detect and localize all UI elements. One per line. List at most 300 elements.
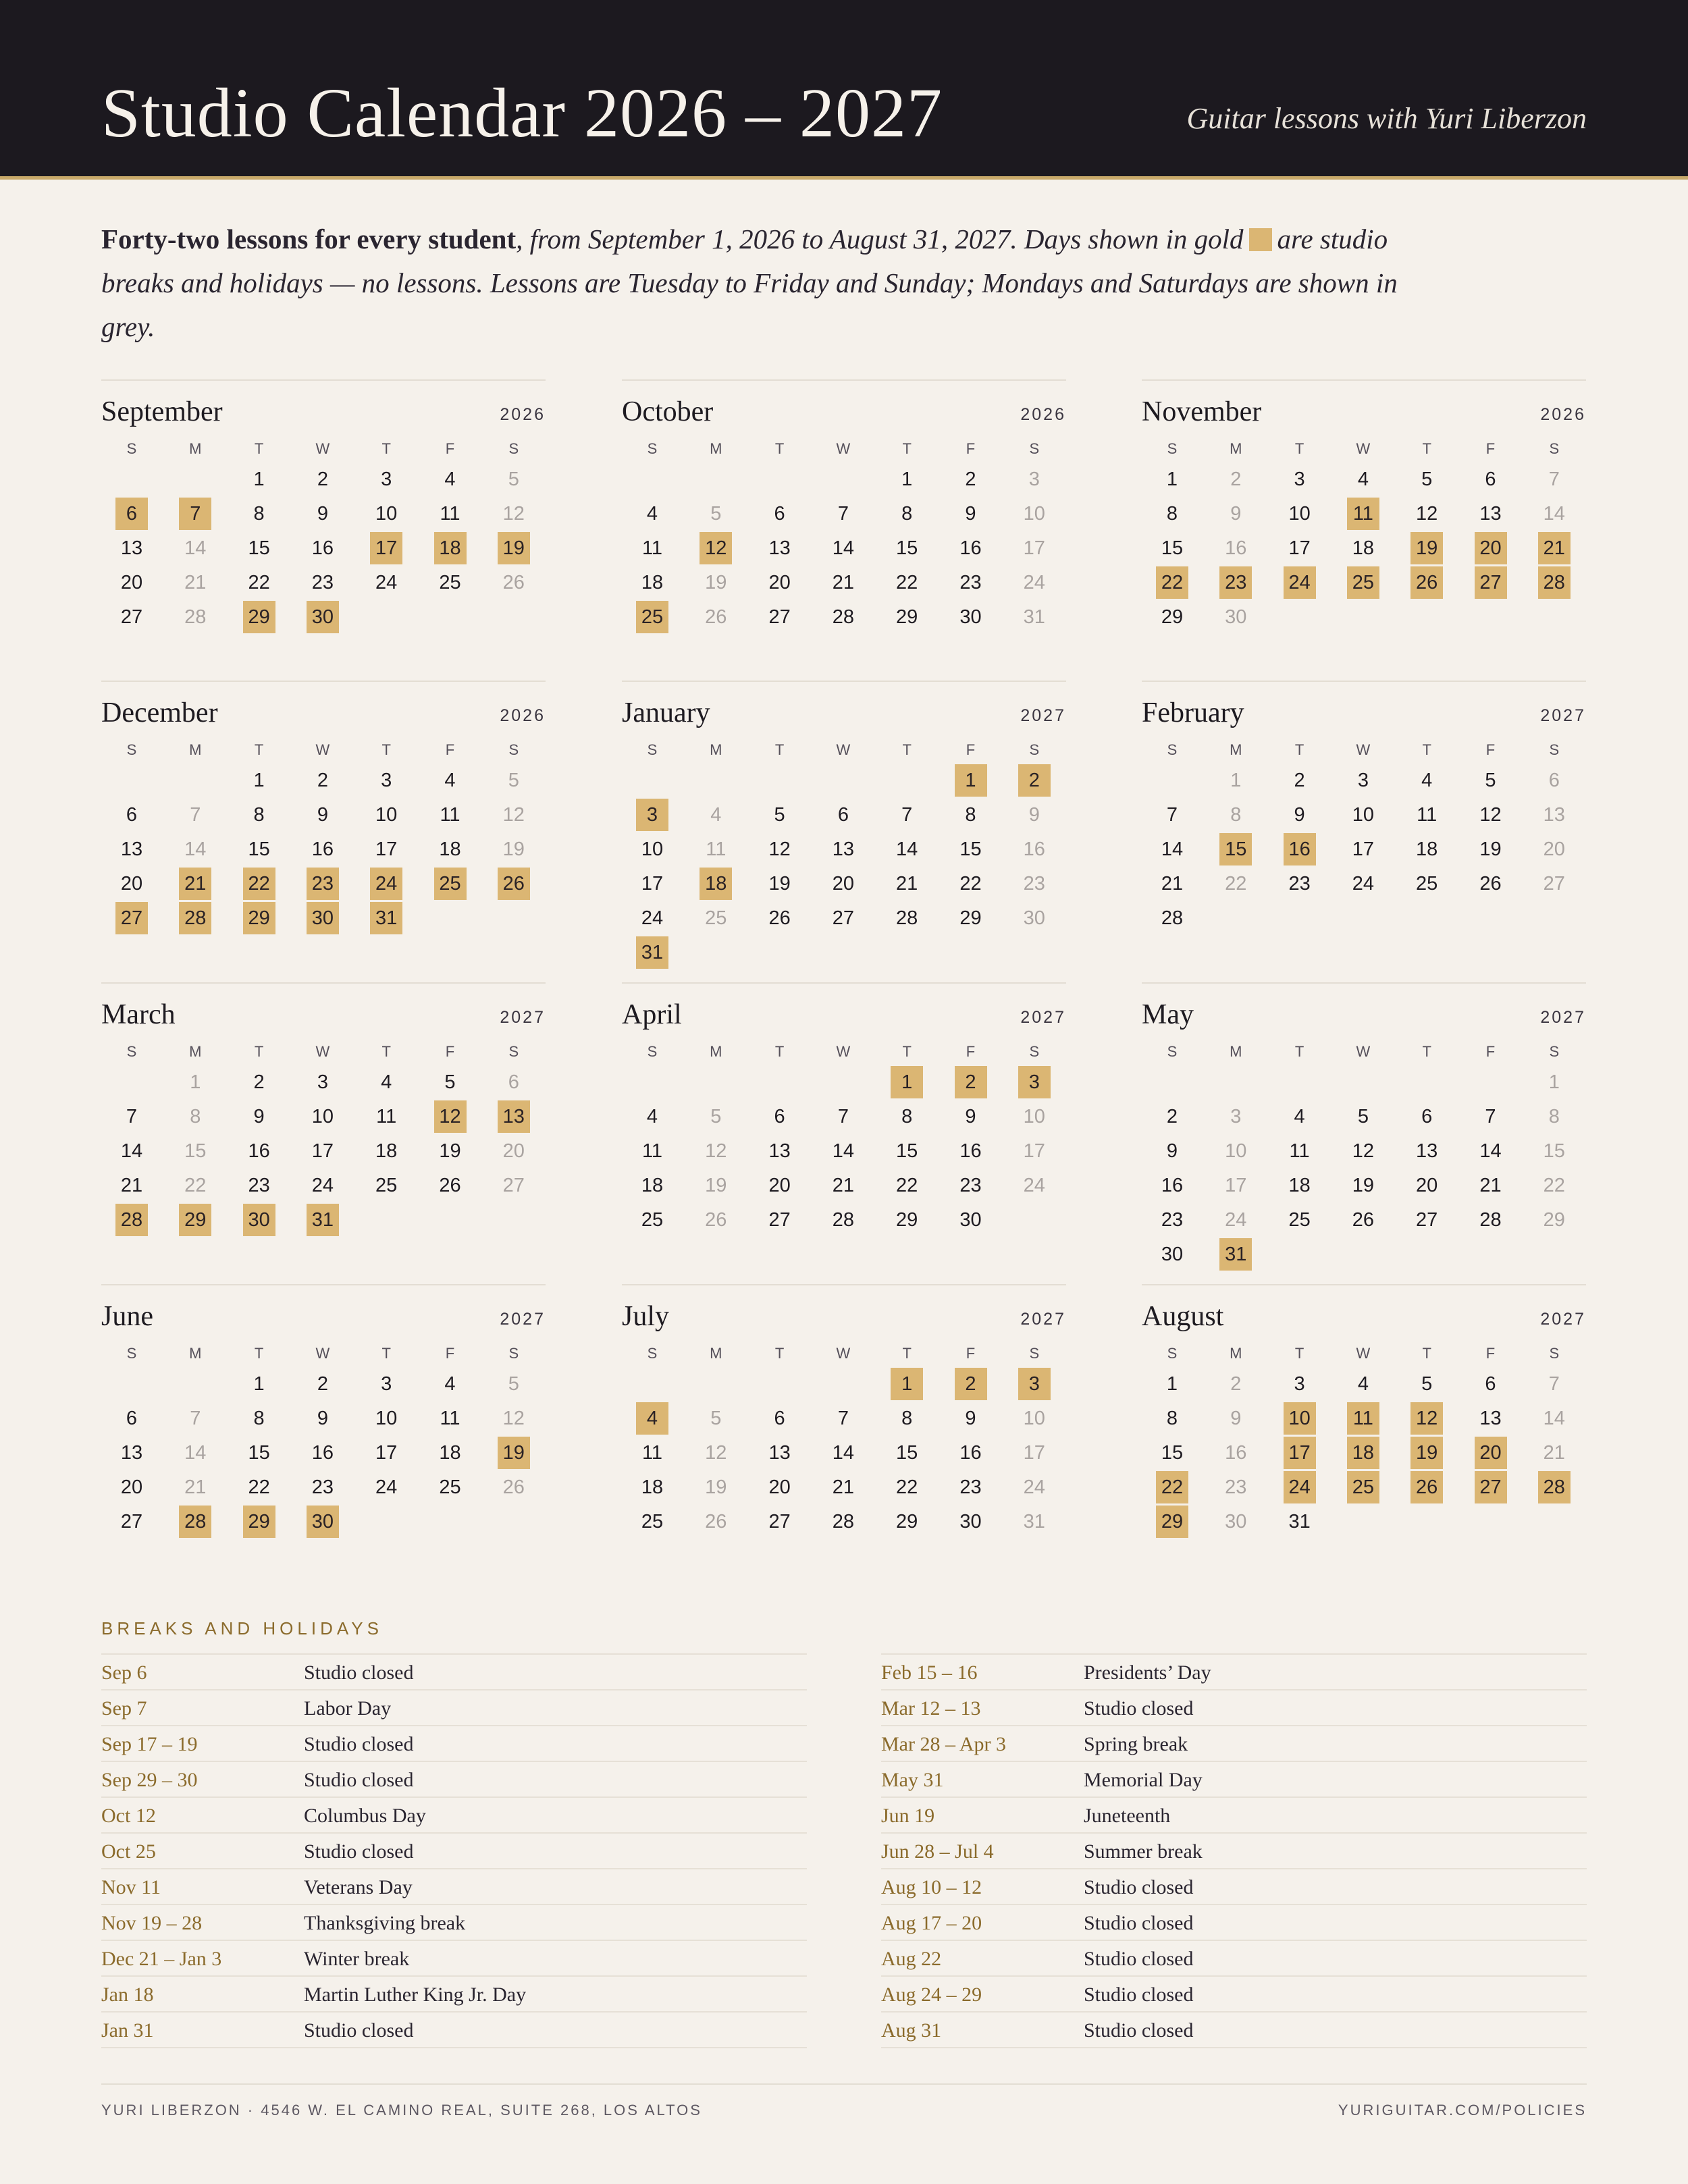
day-cell: 15 [248,1442,270,1464]
day-cell-break: 30 [307,1506,339,1538]
weekday-label: T [1422,1043,1431,1060]
weekday-label: T [902,440,912,457]
day-cell-break: 19 [1410,1437,1443,1469]
month-name: October [622,396,714,427]
weekday-label: W [315,741,330,758]
break-name: Memorial Day [1084,1769,1203,1791]
break-row [101,1690,807,1726]
day-cell-break: 25 [434,868,467,900]
day-cell: 19 [705,1175,727,1196]
day-cell: 1 [1548,1071,1560,1093]
day-cell: 23 [248,1175,270,1196]
day-cell: 17 [1023,1140,1045,1162]
day-cell-break: 21 [1538,532,1571,564]
day-cell: 25 [705,907,727,929]
day-cell: 30 [1225,1511,1247,1533]
month-year: 2026 [500,706,546,725]
month-year: 2027 [1540,706,1586,725]
day-cell-break: 29 [243,601,275,633]
day-cell-break: 27 [1475,566,1507,599]
day-cell: 10 [641,838,664,860]
day-cell: 5 [508,469,519,490]
month-october [622,379,1066,682]
month-year: 2027 [1020,1310,1066,1329]
day-cell: 31 [1288,1511,1311,1533]
day-cell: 16 [311,1442,334,1464]
day-cell: 1 [253,770,265,791]
day-cell: 2 [1230,1373,1242,1395]
day-cell: 14 [184,1442,207,1464]
day-cell: 22 [1225,873,1247,895]
day-cell: 27 [768,1209,791,1231]
day-cell: 18 [439,1442,461,1464]
day-cell: 4 [646,503,658,525]
weekday-label: M [1230,1043,1242,1060]
day-cell: 17 [1352,838,1375,860]
day-cell: 7 [837,1106,849,1127]
day-cell: 2 [1294,770,1305,791]
day-cell: 16 [959,1140,982,1162]
day-cell: 11 [376,1106,397,1127]
day-cell-break: 22 [243,868,275,900]
day-cell-break: 26 [1410,1471,1443,1503]
day-cell: 7 [1548,1373,1560,1395]
month-name: June [101,1301,153,1332]
day-cell: 8 [190,1106,201,1127]
day-cell: 27 [1543,873,1565,895]
day-cell: 16 [959,537,982,559]
weekday-label: W [1356,440,1371,457]
day-cell-break: 10 [1284,1402,1316,1435]
day-cell: 25 [439,1476,461,1498]
weekday-label: W [315,1043,330,1060]
day-cell: 15 [1161,1442,1184,1464]
day-cell: 26 [768,907,791,929]
day-cell: 16 [311,537,334,559]
month-year: 2027 [1020,1008,1066,1027]
day-cell-break: 18 [434,532,467,564]
footer-link[interactable]: YURIGUITAR.COM/POLICIES [1338,2102,1587,2119]
break-name: Thanksgiving break [304,1912,466,1934]
break-row [101,1798,807,1834]
break-date: Aug 31 [881,2019,942,2042]
day-cell-break: 28 [1538,566,1571,599]
day-cell: 11 [1289,1140,1310,1162]
intro-text-2: are studio breaks and holidays — no lessons. Lessons are Tuesday to Friday and Sunday; Mondays and Saturdays are shown in grey. [101,223,1398,342]
day-cell: 4 [710,804,722,826]
weekday-label: M [189,741,202,758]
day-cell: 20 [1543,838,1565,860]
day-cell: 4 [444,770,456,791]
break-name: Columbus Day [304,1805,426,1827]
day-cell: 14 [832,537,855,559]
day-cell: 4 [1294,1106,1305,1127]
day-cell-break: 30 [307,601,339,633]
day-cell: 6 [1485,469,1496,490]
weekday-label: W [1356,741,1371,758]
day-cell-break: 17 [370,532,402,564]
day-cell: 13 [768,537,791,559]
day-cell: 18 [641,1175,664,1196]
day-cell: 4 [1421,770,1433,791]
footer-divider [101,2083,1587,2085]
break-row [881,1726,1587,1762]
day-cell: 7 [1548,469,1560,490]
day-cell: 27 [832,907,855,929]
day-cell-break: 28 [115,1204,148,1236]
day-cell: 15 [896,1140,918,1162]
day-cell: 17 [375,838,398,860]
day-cell: 6 [774,503,785,525]
day-cell: 25 [641,1511,664,1533]
day-cell: 7 [837,503,849,525]
day-cell-break: 1 [891,1066,923,1098]
day-cell: 14 [832,1442,855,1464]
day-cell: 27 [768,1511,791,1533]
day-cell: 24 [1225,1209,1247,1231]
break-date: Oct 25 [101,1840,156,1863]
day-cell-break: 30 [243,1204,275,1236]
day-cell: 8 [253,503,265,525]
day-cell: 23 [311,572,334,593]
weekday-label: F [966,741,976,758]
day-cell: 29 [1161,606,1184,628]
day-cell: 11 [440,1408,460,1429]
day-cell-break: 3 [1018,1368,1051,1400]
day-cell: 26 [439,1175,461,1196]
day-cell: 25 [1416,873,1438,895]
weekday-label: F [1485,440,1496,457]
day-cell-break: 31 [1219,1238,1252,1271]
day-cell: 3 [1230,1106,1242,1127]
break-row [101,1762,807,1798]
weekday-label: W [1356,1345,1371,1362]
day-cell: 10 [375,1408,398,1429]
weekday-label: S [1549,1043,1560,1060]
day-cell: 19 [439,1140,461,1162]
day-cell: 3 [1028,469,1040,490]
month-may [1142,982,1586,1285]
weekday-label: W [315,440,330,457]
day-cell: 8 [253,1408,265,1429]
break-row [101,1726,807,1762]
day-cell: 8 [965,804,976,826]
month-year: 2027 [1540,1310,1586,1329]
weekday-label: T [1294,741,1304,758]
day-cell: 14 [1161,838,1184,860]
day-cell: 6 [1421,1106,1433,1127]
weekday-label: S [647,1345,658,1362]
day-cell-break: 2 [955,1066,987,1098]
day-cell: 23 [959,1175,982,1196]
day-cell-break: 2 [1018,764,1051,797]
month-name: December [101,697,218,728]
day-cell: 16 [1225,1442,1247,1464]
day-cell: 19 [1479,838,1502,860]
weekday-label: W [1356,1043,1371,1060]
day-cell: 13 [120,537,143,559]
month-name: July [622,1301,670,1332]
day-cell: 13 [1416,1140,1438,1162]
break-name: Studio closed [1084,1912,1194,1934]
day-cell: 8 [1548,1106,1560,1127]
weekday-label: T [774,1043,785,1060]
day-cell: 2 [253,1071,265,1093]
day-cell-break: 3 [636,799,668,831]
day-cell: 5 [508,1373,519,1395]
weekday-label: W [836,741,851,758]
day-cell-break: 2 [955,1368,987,1400]
weekday-label: F [1485,1043,1496,1060]
day-cell: 30 [1161,1244,1184,1265]
day-cell: 7 [190,1408,201,1429]
day-cell-break: 26 [498,868,530,900]
day-cell-break: 25 [1347,1471,1379,1503]
day-cell: 1 [253,1373,265,1395]
day-cell: 10 [375,503,398,525]
break-name: Studio closed [304,1769,414,1791]
weekday-label: M [189,1043,202,1060]
day-cell: 7 [126,1106,138,1127]
day-cell: 27 [120,1511,143,1533]
break-row [101,1655,807,1690]
day-cell: 21 [1479,1175,1502,1196]
day-cell: 25 [375,1175,398,1196]
day-cell: 22 [184,1175,207,1196]
day-cell: 21 [1161,873,1184,895]
break-date: Aug 17 – 20 [881,1912,982,1934]
day-cell-break: 30 [307,902,339,934]
day-cell-break: 27 [115,902,148,934]
day-cell-break: 17 [1284,1437,1316,1469]
day-cell: 9 [317,804,328,826]
day-cell: 14 [1479,1140,1502,1162]
day-cell: 29 [959,907,982,929]
day-cell: 18 [1352,537,1375,559]
day-cell: 16 [959,1442,982,1464]
day-cell: 2 [1166,1106,1178,1127]
day-cell: 12 [502,503,525,525]
weekday-label: F [966,440,976,457]
day-cell: 17 [1288,537,1311,559]
weekday-label: T [774,1345,785,1362]
day-cell: 25 [1288,1209,1311,1231]
day-cell: 23 [959,572,982,593]
weekday-label: S [1167,440,1178,457]
day-cell: 26 [705,1209,727,1231]
day-cell: 23 [1161,1209,1184,1231]
day-cell: 28 [1479,1209,1502,1231]
day-cell: 10 [1288,503,1311,525]
day-cell: 24 [375,1476,398,1498]
day-cell: 15 [1161,537,1184,559]
day-cell: 5 [1421,469,1433,490]
day-cell-break: 15 [1219,833,1252,865]
weekday-label: F [966,1043,976,1060]
break-date: Sep 17 – 19 [101,1733,198,1755]
month-grid [101,379,1587,1568]
month-name: February [1142,697,1244,728]
break-row [881,1941,1587,1977]
day-cell: 9 [1028,804,1040,826]
day-cell: 21 [184,572,207,593]
weekday-label: T [1422,1345,1431,1362]
break-name: Studio closed [304,2019,414,2042]
break-name: Martin Luther King Jr. Day [304,1983,527,2006]
day-cell: 12 [502,804,525,826]
weekday-label: S [508,440,519,457]
day-cell: 26 [502,572,525,593]
day-cell: 12 [768,838,791,860]
day-cell-break: 19 [1410,532,1443,564]
break-name: Studio closed [304,1733,414,1755]
day-cell: 2 [317,1373,328,1395]
break-date: Sep 6 [101,1661,147,1684]
break-name: Spring break [1084,1733,1188,1755]
weekday-label: S [647,741,658,758]
day-cell: 8 [1166,503,1178,525]
month-july [622,1284,1066,1587]
weekday-label: S [647,440,658,457]
day-cell: 23 [311,1476,334,1498]
break-date: Jan 18 [101,1983,154,2006]
day-cell: 28 [896,907,918,929]
day-cell: 9 [965,1106,976,1127]
month-name: August [1142,1301,1224,1332]
weekday-label: T [254,1043,264,1060]
month-year: 2027 [1540,1008,1586,1027]
day-cell: 29 [896,606,918,628]
month-name: January [622,697,710,728]
day-cell: 10 [1352,804,1375,826]
day-cell: 10 [1023,1408,1045,1429]
day-cell: 22 [896,572,918,593]
day-cell: 23 [1225,1476,1247,1498]
day-cell-break: 13 [498,1100,530,1133]
break-name: Labor Day [304,1697,392,1720]
day-cell: 20 [832,873,855,895]
day-cell: 13 [120,838,143,860]
day-cell-break: 11 [1347,498,1379,530]
day-cell: 8 [901,1408,913,1429]
day-cell: 3 [381,770,392,791]
break-row [881,1798,1587,1834]
day-cell: 19 [768,873,791,895]
day-cell: 24 [1352,873,1375,895]
day-cell: 21 [832,1175,855,1196]
break-name: Studio closed [1084,1876,1194,1898]
day-cell-break: 29 [243,902,275,934]
day-cell: 2 [317,770,328,791]
day-cell: 10 [311,1106,334,1127]
day-cell: 24 [311,1175,334,1196]
day-cell: 27 [120,606,143,628]
day-cell: 14 [1543,1408,1565,1429]
day-cell-break: 7 [179,498,211,530]
day-cell: 19 [502,838,525,860]
day-cell: 26 [705,606,727,628]
break-row [881,1905,1587,1941]
weekday-label: T [902,1043,912,1060]
day-cell: 9 [1166,1140,1178,1162]
day-cell: 22 [1543,1175,1565,1196]
day-cell: 14 [1543,503,1565,525]
weekday-label: F [445,440,455,457]
break-row [101,1977,807,2013]
day-cell: 6 [1548,770,1560,791]
day-cell: 6 [1485,1373,1496,1395]
weekday-label: T [1422,741,1431,758]
month-year: 2026 [1020,405,1066,424]
weekday-label: F [966,1345,976,1362]
day-cell: 13 [1479,503,1502,525]
weekday-label: S [1549,741,1560,758]
break-name: Veterans Day [304,1876,413,1898]
day-cell: 22 [896,1175,918,1196]
day-cell: 31 [1023,1511,1045,1533]
day-cell: 20 [502,1140,525,1162]
day-cell: 19 [705,572,727,593]
day-cell: 13 [120,1442,143,1464]
day-cell: 15 [896,1442,918,1464]
break-date: Mar 12 – 13 [881,1697,981,1720]
weekday-label: W [836,440,851,457]
day-cell: 5 [710,503,722,525]
intro-text-1: , from September 1, 2026 to August 31, 2027. Days shown in gold [516,223,1244,255]
day-cell: 18 [375,1140,398,1162]
weekday-label: S [1029,741,1040,758]
day-cell: 26 [705,1511,727,1533]
day-cell: 21 [1543,1442,1565,1464]
gold-swatch [1249,228,1272,251]
day-cell: 5 [1421,1373,1433,1395]
day-cell: 1 [190,1071,201,1093]
break-row [881,1762,1587,1798]
weekday-label: M [189,440,202,457]
month-name: March [101,999,176,1030]
break-date: Sep 29 – 30 [101,1769,198,1791]
day-cell-break: 18 [700,868,732,900]
day-cell-break: 12 [700,532,732,564]
month-april [622,982,1066,1285]
break-name: Studio closed [1084,1697,1194,1720]
day-cell: 31 [1023,606,1045,628]
weekday-label: S [1167,1043,1178,1060]
day-cell: 5 [774,804,785,826]
day-cell-break: 1 [955,764,987,797]
intro-lead: Forty-two lessons for every student [101,223,517,255]
weekday-label: T [381,741,391,758]
day-cell: 11 [440,503,460,525]
day-cell: 3 [1294,1373,1305,1395]
break-name: Studio closed [1084,2019,1194,2042]
weekday-label: T [774,440,785,457]
day-cell: 4 [444,1373,456,1395]
day-cell-break: 22 [1156,1471,1188,1503]
day-cell-break: 25 [636,601,668,633]
day-cell: 27 [502,1175,525,1196]
day-cell: 18 [439,838,461,860]
weekday-label: S [126,1345,137,1362]
day-cell: 22 [959,873,982,895]
day-cell: 28 [832,1209,855,1231]
weekday-label: T [774,741,785,758]
day-cell: 9 [1230,503,1242,525]
day-cell: 3 [381,469,392,490]
day-cell-break: 29 [179,1204,211,1236]
day-cell-break: 25 [1347,566,1379,599]
day-cell: 13 [768,1140,791,1162]
